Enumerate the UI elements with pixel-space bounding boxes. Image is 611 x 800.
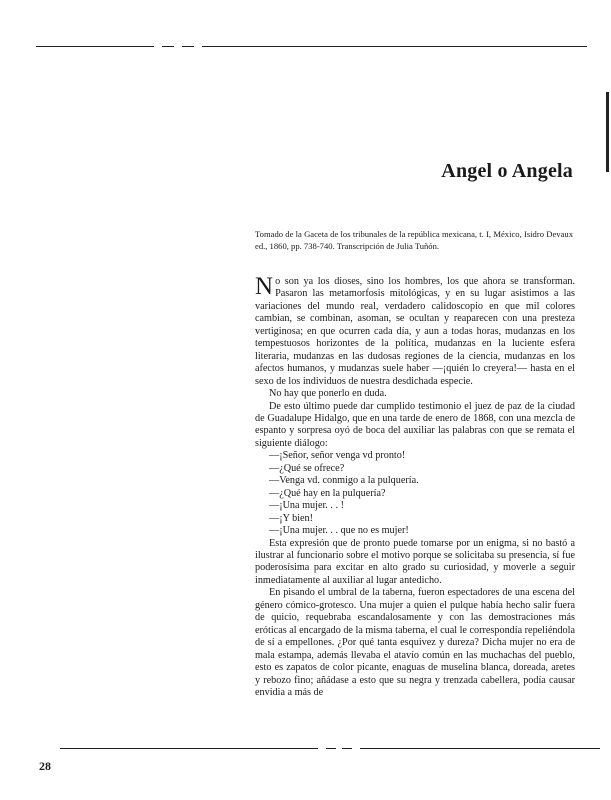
source-note: Tomado de la Gaceta de los tribunales de la república mexicana, t. I, México, Isidro Devaux ed., 1860, pp. 738-740. Transcripción de Julia Tuñón.: [255, 229, 573, 251]
bottom-rule-dash-1: [326, 748, 336, 749]
top-rule-right: [202, 46, 587, 47]
paragraph-5: En pisando el umbral de la taberna, fueron espectadores de una escena del género cómico-grotesco. Una mujer a quien el pulque había hecho salir fuera de quicio, requebraba escandalosamente y con las demostraciones más eróticas al encargado de la misma taberna, el cual le correspondía repeliéndola de sí a empellones. ¿Por qué tanta esquivez y dureza? Dicha mujer no era de mala estampa, además llevaba el atavío común en las muchachas del pueblo, esto es zapatos de color picante, enaguas de muselina blanca, doreada, aretes y rebozo fino; añádase a esto que su negra y trenzada cabellera, podía causar envidia a más de: [255, 587, 576, 698]
dialogue-line: —Venga vd. conmigo a la pulquería.: [269, 475, 419, 487]
top-rule-left: [36, 46, 154, 47]
top-rule-dash-2: [182, 46, 194, 47]
dialogue-line: —¿Qué hay en la pulquería?: [269, 487, 386, 499]
top-rule-dash-1: [162, 46, 174, 47]
page-edge-bar: [606, 92, 609, 172]
body-text: [255, 273, 576, 699]
bottom-rule-right: [360, 748, 600, 749]
drop-cap: N: [255, 273, 274, 300]
dialogue-line: —¡Señor, señor venga vd pronto!: [269, 450, 406, 462]
chapter-title: Angel o Angela: [441, 160, 573, 182]
page-number: 28: [39, 759, 51, 773]
paragraph-1: [255, 273, 575, 388]
paragraph-3: De esto último puede dar cumplido testimonio el juez de paz de la ciudad de Guadalupe Hidalgo, que en una tarde de enero de 1868, con una mezcla de espanto y sorpresa oyó de boca del auxiliar las palabras con que se remata el siguiente diálogo:: [255, 400, 575, 449]
paragraph-4: Esta expresión que de pronto puede tomarse por un enigma, si no bastó a ilustrar al funcionario sobre el motivo porque se solicitaba su presencia, sí fue poderosísima para excitar en alto grado su curiosidad, y moverle a seguir inmediatamente al auxiliar al lugar antedicho.: [255, 537, 575, 586]
paragraph-2: No hay que ponerlo en duda.: [269, 388, 387, 400]
paragraph-1-text: o son ya los dioses, sino los hombres, los que ahora se transforman. Pasaron las metamorfosis mitológicas, y en su lugar asistimos a las variaciones del mundo real, verdadero calidoscopio en que mil colores cambian, se combinan, asoman, se ocultan y reaparecen con una presteza vertiginosa; en que ocurren cada día, y aun a todas horas, mudanzas en los tempestuosos horizontes de la política, mudanzas en la luciente esfera literaria, mudanzas en las dudosas regiones de la ciencia, mudanzas en los afectos humanos, y mudanzas suele haber —¡quién lo creyera!— hasta en el sexo de los individuos de nuestra desdichada especie.: [255, 276, 575, 387]
bottom-rule-dash-2: [342, 748, 352, 749]
dialogue-line: —¡Y bien!: [269, 512, 314, 524]
bottom-rule-left: [60, 748, 318, 749]
dialogue-line: —¡Una mujer. . . !: [269, 500, 344, 512]
dialogue-line: —¿Qué se ofrece?: [269, 462, 345, 474]
dialogue-line: —¡Una mujer. . . que no es mujer!: [269, 525, 409, 537]
